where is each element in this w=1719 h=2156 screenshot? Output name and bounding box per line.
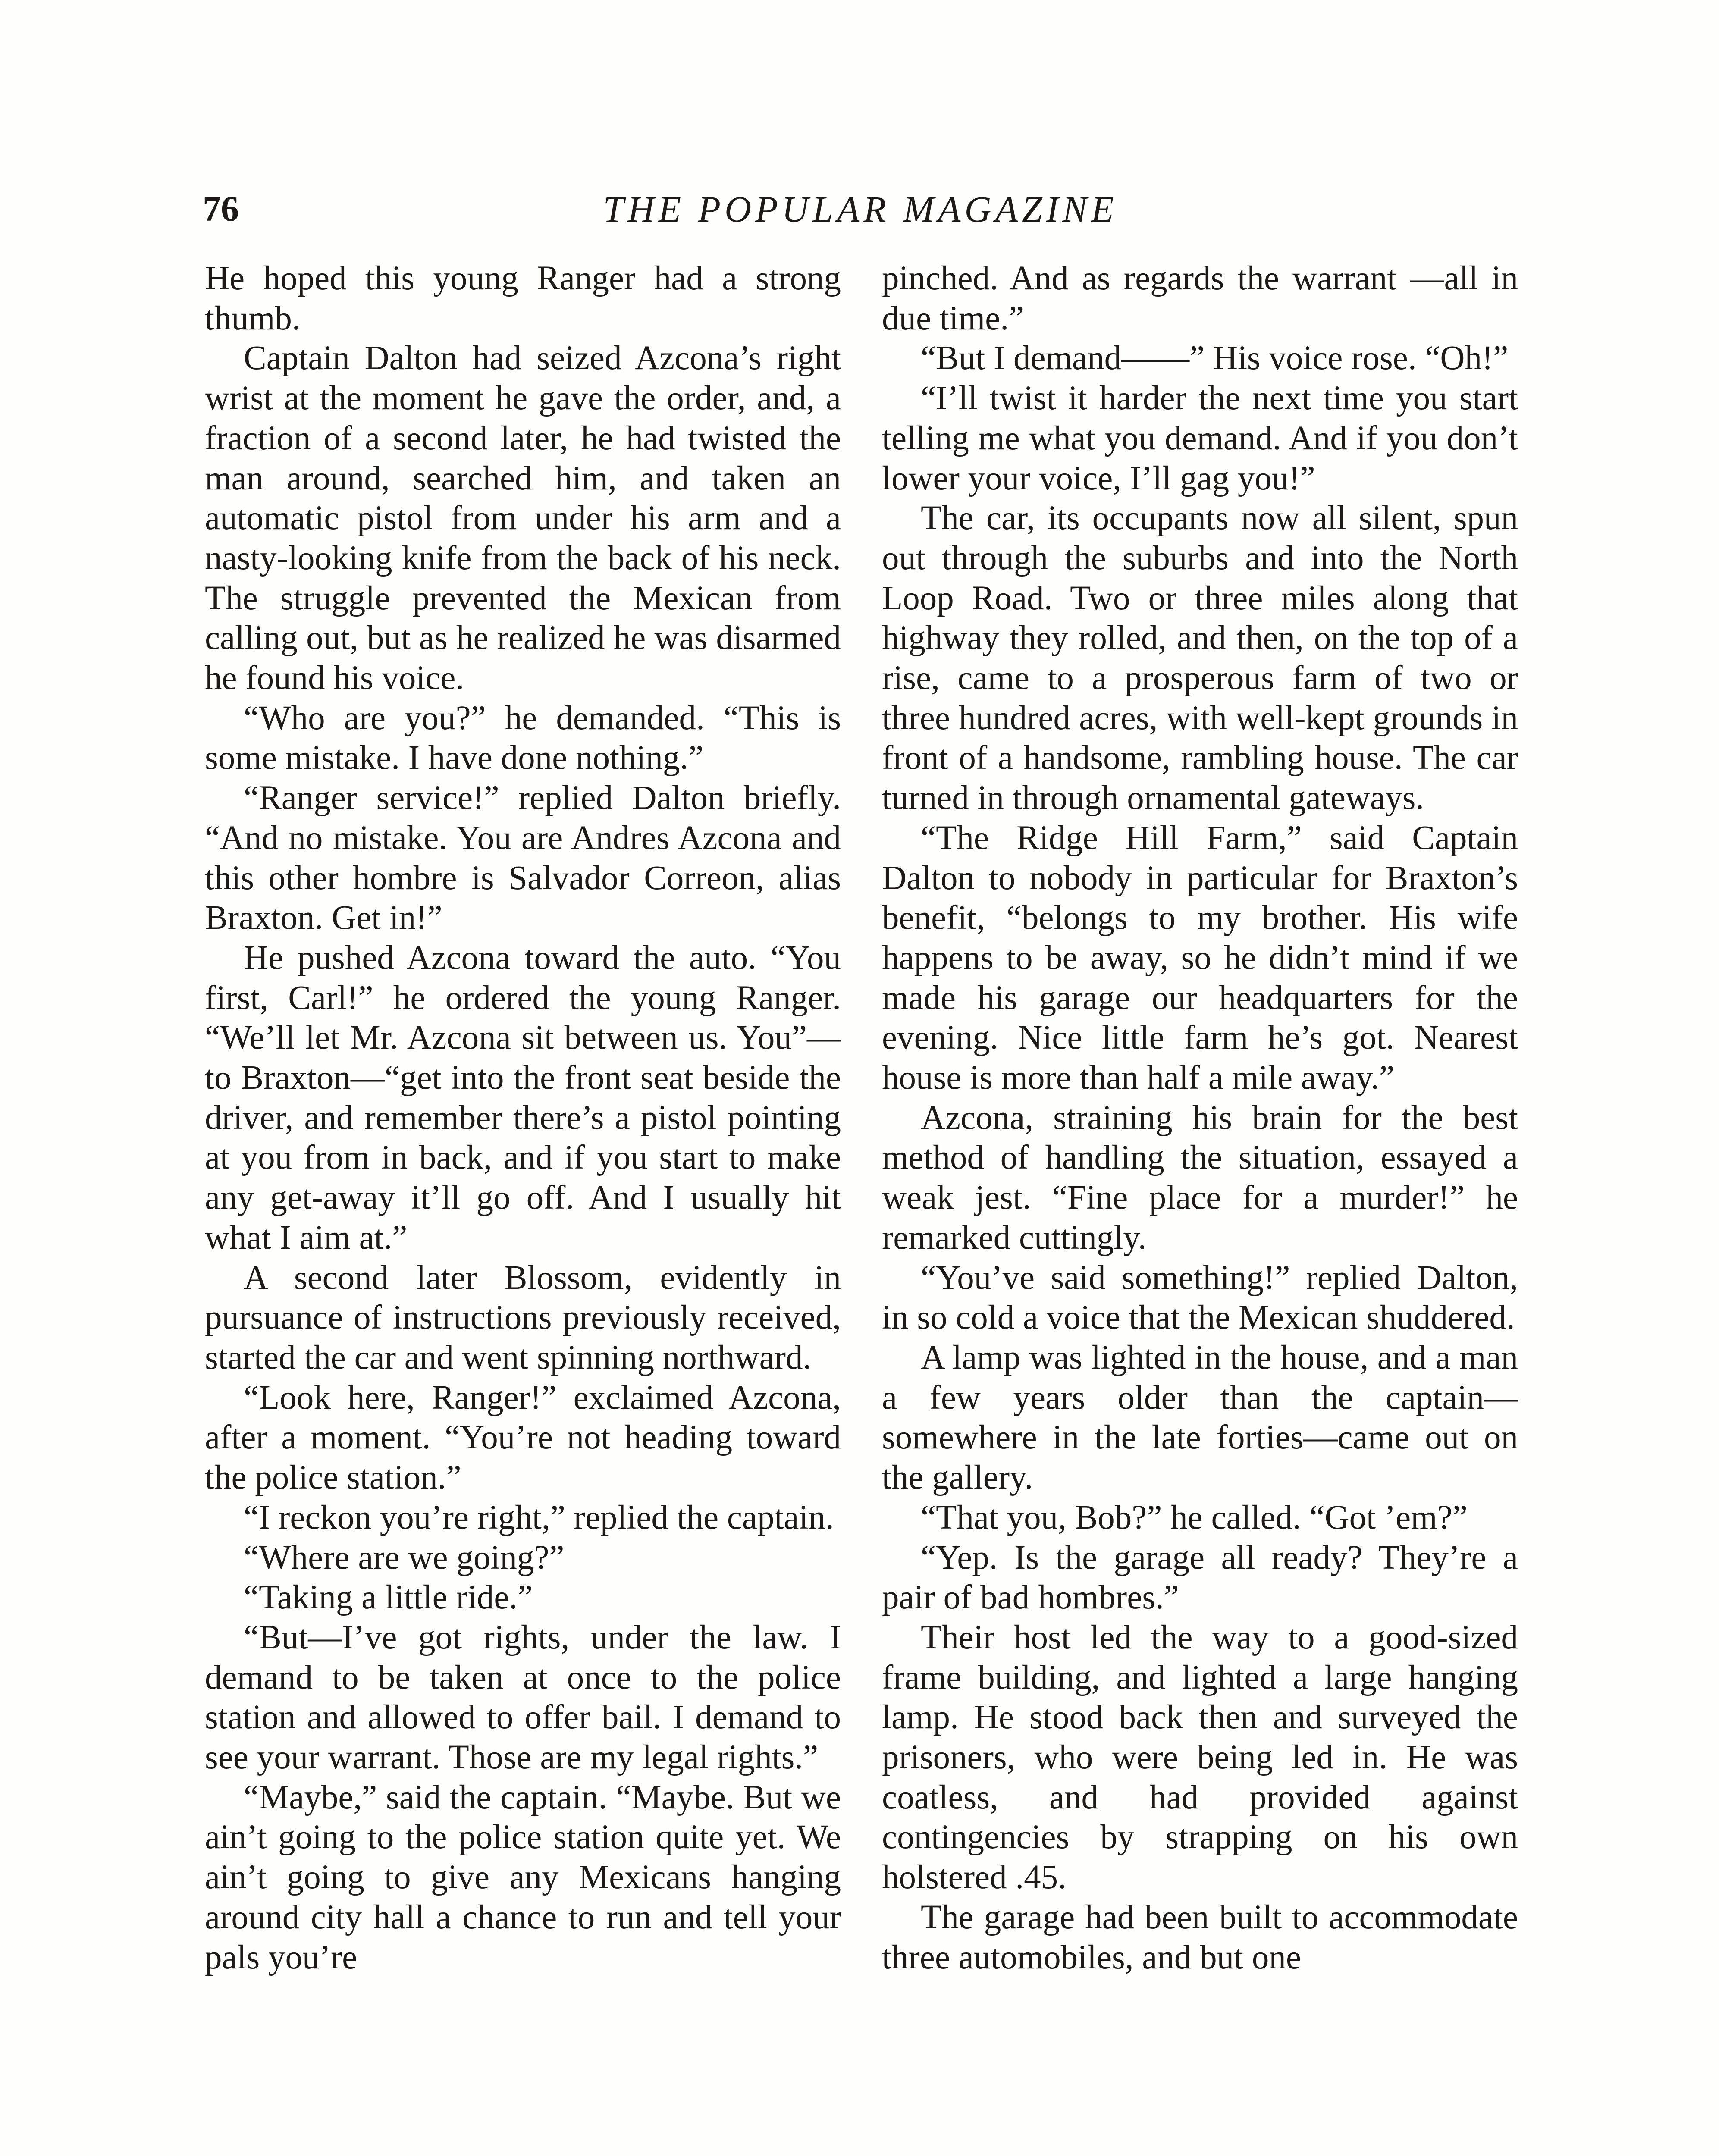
paragraph: pinched. And as regards the warrant —all in due time.”	[882, 260, 1518, 337]
paragraph: “Maybe,” said the captain. “Maybe. But we ain’t going to the police station quite yet. We ain’t going to give any Mexicans hanging around city hall a chance to run and tell your pals you’re	[205, 1778, 841, 1976]
page-number: 76	[203, 189, 239, 229]
paragraph: “Ranger service!” replied Dalton briefly. “And no mistake. You are Andres Azcona and this other hombre is Salvador Correon, alias Braxton. Get in!”	[205, 779, 841, 937]
paragraph: “Taking a little ride.”	[244, 1579, 533, 1617]
paragraph: Their host led the way to a good-sized frame building, and lighted a large hanging lamp. He stood back then and surveyed the prisoners, who were being led in. He was coatless, and had provided against contingencies by strapping on his own holstered .45.	[882, 1618, 1518, 1896]
paragraph: “I’ll twist it harder the next time you start telling me what you demand. And if you don’t lower your voice, I’ll gag you!”	[882, 379, 1518, 497]
paragraph: He hoped this young Ranger had a strong thumb.	[205, 260, 841, 337]
left-text-column	[205, 259, 841, 1977]
paragraph: “The Ridge Hill Farm,” said Captain Dalton to nobody in particular for Braxton’s benefit, “belongs to my brother. His wife happens to be away, so he didn’t mind if we made his garage our headquarters for the evening. Nice little farm he’s got. Nearest house is more than half a mile away.”	[882, 819, 1518, 1097]
paragraph: “But—I’ve got rights, under the law. I demand to be taken at once to the police station and allowed to offer bail. I demand to see your warrant. Those are my legal rights.”	[205, 1618, 841, 1777]
page-header	[203, 185, 1518, 233]
paragraph: “I reckon you’re right,” replied the captain.	[244, 1498, 834, 1536]
magazine-title: THE POPULAR MAGAZINE	[603, 188, 1118, 230]
paragraph: Azcona, straining his brain for the best method of handling the situation, essayed a weak jest. “Fine place for a murder!” he remarked cuttingly.	[882, 1099, 1518, 1257]
paragraph: The car, its occupants now all silent, spun out through the suburbs and into the North Loop Road. Two or three miles along that highway they rolled, and then, on the top of a rise, came to a prosperous farm of two or three hundred acres, with well-kept grounds in front of a handsome, rambling house. The car turned in through ornamental gateways.	[882, 499, 1518, 817]
paragraph: “Look here, Ranger!” exclaimed Azcona, after a moment. “You’re not heading toward the police station.”	[205, 1379, 841, 1497]
paragraph: “Where are we going?”	[244, 1539, 565, 1576]
paragraph: A lamp was lighted in the house, and a man a few years older than the captain—somewhere in the late forties—came out on the gallery.	[882, 1338, 1518, 1497]
paragraph: The garage had been built to accommodate three automobiles, and but one	[882, 1898, 1518, 1976]
paragraph: “Who are you?” he demanded. “This is some mistake. I have done nothing.”	[205, 699, 841, 777]
paragraph: “But I demand——” His voice rose. “Oh!”	[921, 339, 1509, 377]
paragraph: “That you, Bob?” he called. “Got ’em?”	[921, 1498, 1468, 1536]
paragraph: “You’ve said something!” replied Dalton, in so cold a voice that the Mexican shuddered.	[882, 1259, 1518, 1337]
paragraph: Captain Dalton had seized Azcona’s right wrist at the moment he gave the order, and, a fraction of a second later, he had twisted the man around, searched him, and taken an automatic pistol from under his arm and a nasty-looking knife from the back of his neck. The struggle prevented the Mexican from calling out, but as he realized he was disarmed he found his voice.	[205, 339, 841, 697]
right-text-column	[882, 259, 1518, 1977]
paragraph: He pushed Azcona toward the auto. “You first, Carl!” he ordered the young Ranger. “We’ll let Mr. Azcona sit between us. You”—to Braxton—“get into the front seat beside the driver, and remember there’s a pistol pointing at you from in back, and if you start to make any get-away it’ll go off. And I usually hit what I aim at.”	[205, 939, 841, 1257]
paragraph: A second later Blossom, evidently in pursuance of instructions previously received, started the car and went spinning northward.	[205, 1259, 841, 1376]
paragraph: “Yep. Is the garage all ready? They’re a pair of bad hombres.”	[882, 1539, 1518, 1617]
